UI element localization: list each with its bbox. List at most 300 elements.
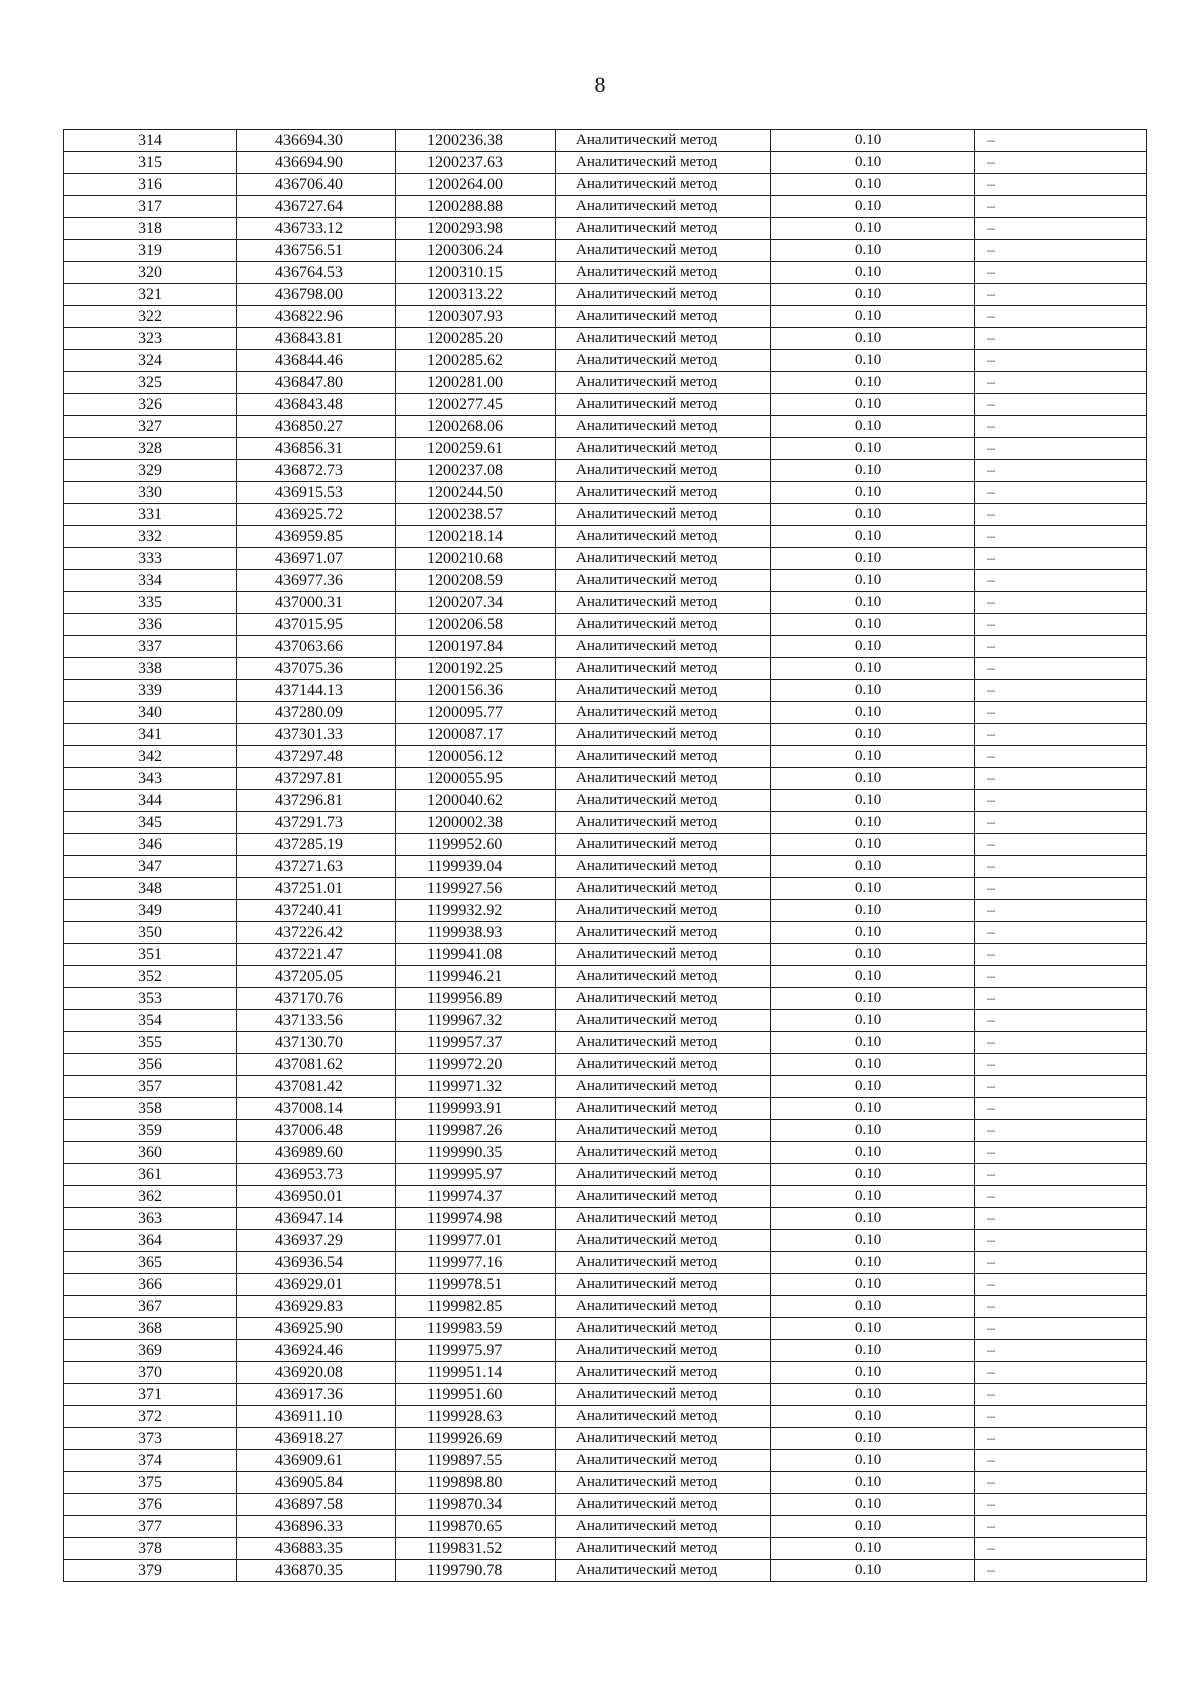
method-cell: Аналитический метод — [556, 526, 771, 548]
table-row — [64, 1230, 1147, 1252]
x-coordinate-cell: 436929.01 — [237, 1274, 396, 1296]
point-number-cell: 325 — [64, 372, 237, 394]
x-coordinate-cell: 436950.01 — [237, 1186, 396, 1208]
note-cell: – — [975, 548, 1147, 570]
point-number-cell: 338 — [64, 658, 237, 680]
precision-cell: 0.10 — [771, 1164, 975, 1186]
x-coordinate-cell: 437291.73 — [237, 812, 396, 834]
x-coordinate-cell: 437297.48 — [237, 746, 396, 768]
table-row — [64, 680, 1147, 702]
point-number-cell: 350 — [64, 922, 237, 944]
precision-cell: 0.10 — [771, 790, 975, 812]
method-cell: Аналитический метод — [556, 1362, 771, 1384]
x-coordinate-cell: 437271.63 — [237, 856, 396, 878]
y-coordinate-cell: 1199993.91 — [396, 1098, 556, 1120]
x-coordinate-cell: 436925.72 — [237, 504, 396, 526]
y-coordinate-cell: 1200206.58 — [396, 614, 556, 636]
y-coordinate-cell: 1199870.65 — [396, 1516, 556, 1538]
y-coordinate-cell: 1200095.77 — [396, 702, 556, 724]
table-row — [64, 1252, 1147, 1274]
point-number-cell: 334 — [64, 570, 237, 592]
method-cell: Аналитический метод — [556, 878, 771, 900]
x-coordinate-cell: 436706.40 — [237, 174, 396, 196]
x-coordinate-cell: 436850.27 — [237, 416, 396, 438]
table-row — [64, 504, 1147, 526]
x-coordinate-cell: 437000.31 — [237, 592, 396, 614]
precision-cell: 0.10 — [771, 1560, 975, 1582]
y-coordinate-cell: 1200306.24 — [396, 240, 556, 262]
point-number-cell: 320 — [64, 262, 237, 284]
x-coordinate-cell: 436764.53 — [237, 262, 396, 284]
y-coordinate-cell: 1200040.62 — [396, 790, 556, 812]
table-row — [64, 900, 1147, 922]
point-number-cell: 375 — [64, 1472, 237, 1494]
table-row — [64, 944, 1147, 966]
note-cell: – — [975, 1032, 1147, 1054]
note-cell: – — [975, 1450, 1147, 1472]
precision-cell: 0.10 — [771, 196, 975, 218]
method-cell: Аналитический метод — [556, 1428, 771, 1450]
x-coordinate-cell: 436920.08 — [237, 1362, 396, 1384]
x-coordinate-cell: 436911.10 — [237, 1406, 396, 1428]
x-coordinate-cell: 437221.47 — [237, 944, 396, 966]
precision-cell: 0.10 — [771, 856, 975, 878]
note-cell: – — [975, 856, 1147, 878]
note-cell: – — [975, 1252, 1147, 1274]
table-row — [64, 746, 1147, 768]
point-number-cell: 324 — [64, 350, 237, 372]
precision-cell: 0.10 — [771, 416, 975, 438]
x-coordinate-cell: 436909.61 — [237, 1450, 396, 1472]
y-coordinate-cell: 1199951.60 — [396, 1384, 556, 1406]
point-number-cell: 344 — [64, 790, 237, 812]
precision-cell: 0.10 — [771, 1538, 975, 1560]
note-cell: – — [975, 196, 1147, 218]
method-cell: Аналитический метод — [556, 460, 771, 482]
table-row — [64, 1406, 1147, 1428]
x-coordinate-cell: 437251.01 — [237, 878, 396, 900]
method-cell: Аналитический метод — [556, 284, 771, 306]
table-row — [64, 1032, 1147, 1054]
method-cell: Аналитический метод — [556, 1076, 771, 1098]
y-coordinate-cell: 1199974.37 — [396, 1186, 556, 1208]
point-number-cell: 319 — [64, 240, 237, 262]
point-number-cell: 366 — [64, 1274, 237, 1296]
x-coordinate-cell: 436947.14 — [237, 1208, 396, 1230]
method-cell: Аналитический метод — [556, 262, 771, 284]
point-number-cell: 358 — [64, 1098, 237, 1120]
method-cell: Аналитический метод — [556, 944, 771, 966]
x-coordinate-cell: 436936.54 — [237, 1252, 396, 1274]
table-row — [64, 1010, 1147, 1032]
precision-cell: 0.10 — [771, 658, 975, 680]
y-coordinate-cell: 1199951.14 — [396, 1362, 556, 1384]
point-number-cell: 378 — [64, 1538, 237, 1560]
y-coordinate-cell: 1200264.00 — [396, 174, 556, 196]
point-number-cell: 376 — [64, 1494, 237, 1516]
precision-cell: 0.10 — [771, 1494, 975, 1516]
x-coordinate-cell: 436953.73 — [237, 1164, 396, 1186]
x-coordinate-cell: 436897.58 — [237, 1494, 396, 1516]
precision-cell: 0.10 — [771, 922, 975, 944]
table-row — [64, 988, 1147, 1010]
precision-cell: 0.10 — [771, 152, 975, 174]
y-coordinate-cell: 1199974.98 — [396, 1208, 556, 1230]
method-cell: Аналитический метод — [556, 1098, 771, 1120]
precision-cell: 0.10 — [771, 812, 975, 834]
point-number-cell: 372 — [64, 1406, 237, 1428]
point-number-cell: 359 — [64, 1120, 237, 1142]
precision-cell: 0.10 — [771, 1472, 975, 1494]
x-coordinate-cell: 436694.30 — [237, 130, 396, 152]
table-row — [64, 1054, 1147, 1076]
method-cell: Аналитический метод — [556, 1010, 771, 1032]
method-cell: Аналитический метод — [556, 438, 771, 460]
point-number-cell: 333 — [64, 548, 237, 570]
precision-cell: 0.10 — [771, 988, 975, 1010]
note-cell: – — [975, 1472, 1147, 1494]
x-coordinate-cell: 436915.53 — [237, 482, 396, 504]
x-coordinate-cell: 436918.27 — [237, 1428, 396, 1450]
table-row — [64, 306, 1147, 328]
x-coordinate-cell: 437081.42 — [237, 1076, 396, 1098]
y-coordinate-cell: 1199870.34 — [396, 1494, 556, 1516]
precision-cell: 0.10 — [771, 1076, 975, 1098]
x-coordinate-cell: 437063.66 — [237, 636, 396, 658]
y-coordinate-cell: 1200087.17 — [396, 724, 556, 746]
precision-cell: 0.10 — [771, 702, 975, 724]
table-row — [64, 768, 1147, 790]
precision-cell: 0.10 — [771, 1384, 975, 1406]
table-row — [64, 856, 1147, 878]
precision-cell: 0.10 — [771, 1362, 975, 1384]
x-coordinate-cell: 436977.36 — [237, 570, 396, 592]
precision-cell: 0.10 — [771, 262, 975, 284]
method-cell: Аналитический метод — [556, 1516, 771, 1538]
precision-cell: 0.10 — [771, 900, 975, 922]
table-row — [64, 636, 1147, 658]
x-coordinate-cell: 437144.13 — [237, 680, 396, 702]
note-cell: – — [975, 482, 1147, 504]
precision-cell: 0.10 — [771, 504, 975, 526]
x-coordinate-cell: 437130.70 — [237, 1032, 396, 1054]
table-row — [64, 1318, 1147, 1340]
x-coordinate-cell: 436870.35 — [237, 1560, 396, 1582]
method-cell: Аналитический метод — [556, 636, 771, 658]
precision-cell: 0.10 — [771, 834, 975, 856]
method-cell: Аналитический метод — [556, 1494, 771, 1516]
precision-cell: 0.10 — [771, 350, 975, 372]
method-cell: Аналитический метод — [556, 724, 771, 746]
table-row — [64, 1120, 1147, 1142]
table-row — [64, 1076, 1147, 1098]
precision-cell: 0.10 — [771, 1142, 975, 1164]
method-cell: Аналитический метод — [556, 1230, 771, 1252]
note-cell: – — [975, 922, 1147, 944]
point-number-cell: 335 — [64, 592, 237, 614]
y-coordinate-cell: 1200236.38 — [396, 130, 556, 152]
y-coordinate-cell: 1200156.36 — [396, 680, 556, 702]
method-cell: Аналитический метод — [556, 570, 771, 592]
table-row — [64, 570, 1147, 592]
note-cell: – — [975, 812, 1147, 834]
table-row — [64, 1186, 1147, 1208]
precision-cell: 0.10 — [771, 1340, 975, 1362]
note-cell: – — [975, 218, 1147, 240]
note-cell: – — [975, 570, 1147, 592]
precision-cell: 0.10 — [771, 1120, 975, 1142]
method-cell: Аналитический метод — [556, 1340, 771, 1362]
method-cell: Аналитический метод — [556, 614, 771, 636]
method-cell: Аналитический метод — [556, 1384, 771, 1406]
table-row — [64, 702, 1147, 724]
note-cell: – — [975, 130, 1147, 152]
note-cell: – — [975, 878, 1147, 900]
table-row — [64, 1274, 1147, 1296]
y-coordinate-cell: 1200238.57 — [396, 504, 556, 526]
note-cell: – — [975, 416, 1147, 438]
precision-cell: 0.10 — [771, 1032, 975, 1054]
table-row — [64, 834, 1147, 856]
y-coordinate-cell: 1200288.88 — [396, 196, 556, 218]
x-coordinate-cell: 437015.95 — [237, 614, 396, 636]
method-cell: Аналитический метод — [556, 1164, 771, 1186]
method-cell: Аналитический метод — [556, 482, 771, 504]
point-number-cell: 364 — [64, 1230, 237, 1252]
y-coordinate-cell: 1199972.20 — [396, 1054, 556, 1076]
table-row — [64, 1362, 1147, 1384]
y-coordinate-cell: 1199987.26 — [396, 1120, 556, 1142]
method-cell: Аналитический метод — [556, 1296, 771, 1318]
x-coordinate-cell: 437226.42 — [237, 922, 396, 944]
point-number-cell: 337 — [64, 636, 237, 658]
precision-cell: 0.10 — [771, 1010, 975, 1032]
x-coordinate-cell: 437205.05 — [237, 966, 396, 988]
y-coordinate-cell: 1200192.25 — [396, 658, 556, 680]
note-cell: – — [975, 614, 1147, 636]
point-number-cell: 371 — [64, 1384, 237, 1406]
method-cell: Аналитический метод — [556, 1472, 771, 1494]
point-number-cell: 331 — [64, 504, 237, 526]
x-coordinate-cell: 437081.62 — [237, 1054, 396, 1076]
point-number-cell: 368 — [64, 1318, 237, 1340]
table-row — [64, 1560, 1147, 1582]
x-coordinate-cell: 436989.60 — [237, 1142, 396, 1164]
y-coordinate-cell: 1199967.32 — [396, 1010, 556, 1032]
x-coordinate-cell: 437240.41 — [237, 900, 396, 922]
method-cell: Аналитический метод — [556, 372, 771, 394]
x-coordinate-cell: 436872.73 — [237, 460, 396, 482]
note-cell: – — [975, 1560, 1147, 1582]
y-coordinate-cell: 1199928.63 — [396, 1406, 556, 1428]
y-coordinate-cell: 1199939.04 — [396, 856, 556, 878]
point-number-cell: 374 — [64, 1450, 237, 1472]
note-cell: – — [975, 1318, 1147, 1340]
table-row — [64, 372, 1147, 394]
precision-cell: 0.10 — [771, 306, 975, 328]
method-cell: Аналитический метод — [556, 504, 771, 526]
method-cell: Аналитический метод — [556, 834, 771, 856]
y-coordinate-cell: 1199926.69 — [396, 1428, 556, 1450]
table-row — [64, 1384, 1147, 1406]
y-coordinate-cell: 1200259.61 — [396, 438, 556, 460]
note-cell: – — [975, 1406, 1147, 1428]
y-coordinate-cell: 1199977.16 — [396, 1252, 556, 1274]
precision-cell: 0.10 — [771, 1186, 975, 1208]
point-number-cell: 328 — [64, 438, 237, 460]
point-number-cell: 363 — [64, 1208, 237, 1230]
point-number-cell: 353 — [64, 988, 237, 1010]
point-number-cell: 329 — [64, 460, 237, 482]
note-cell: – — [975, 702, 1147, 724]
note-cell: – — [975, 1516, 1147, 1538]
point-number-cell: 360 — [64, 1142, 237, 1164]
precision-cell: 0.10 — [771, 240, 975, 262]
note-cell: – — [975, 658, 1147, 680]
note-cell: – — [975, 262, 1147, 284]
method-cell: Аналитический метод — [556, 1538, 771, 1560]
note-cell: – — [975, 1230, 1147, 1252]
point-number-cell: 356 — [64, 1054, 237, 1076]
note-cell: – — [975, 1538, 1147, 1560]
y-coordinate-cell: 1200207.34 — [396, 592, 556, 614]
y-coordinate-cell: 1200208.59 — [396, 570, 556, 592]
method-cell: Аналитический метод — [556, 1208, 771, 1230]
y-coordinate-cell: 1200285.20 — [396, 328, 556, 350]
y-coordinate-cell: 1199983.59 — [396, 1318, 556, 1340]
y-coordinate-cell: 1200055.95 — [396, 768, 556, 790]
x-coordinate-cell: 436971.07 — [237, 548, 396, 570]
x-coordinate-cell: 436844.46 — [237, 350, 396, 372]
x-coordinate-cell: 437170.76 — [237, 988, 396, 1010]
note-cell: – — [975, 1340, 1147, 1362]
note-cell: – — [975, 1098, 1147, 1120]
note-cell: – — [975, 284, 1147, 306]
note-cell: – — [975, 240, 1147, 262]
table-row — [64, 1472, 1147, 1494]
y-coordinate-cell: 1200285.62 — [396, 350, 556, 372]
x-coordinate-cell: 436896.33 — [237, 1516, 396, 1538]
x-coordinate-cell: 436798.00 — [237, 284, 396, 306]
table-row — [64, 1428, 1147, 1450]
precision-cell: 0.10 — [771, 944, 975, 966]
y-coordinate-cell: 1199977.01 — [396, 1230, 556, 1252]
precision-cell: 0.10 — [771, 746, 975, 768]
precision-cell: 0.10 — [771, 1318, 975, 1340]
y-coordinate-cell: 1200237.63 — [396, 152, 556, 174]
point-number-cell: 347 — [64, 856, 237, 878]
method-cell: Аналитический метод — [556, 1186, 771, 1208]
y-coordinate-cell: 1199957.37 — [396, 1032, 556, 1054]
precision-cell: 0.10 — [771, 1296, 975, 1318]
table-row — [64, 1494, 1147, 1516]
method-cell: Аналитический метод — [556, 218, 771, 240]
x-coordinate-cell: 436856.31 — [237, 438, 396, 460]
method-cell: Аналитический метод — [556, 1560, 771, 1582]
note-cell: – — [975, 636, 1147, 658]
note-cell: – — [975, 1054, 1147, 1076]
point-number-cell: 322 — [64, 306, 237, 328]
method-cell: Аналитический метод — [556, 174, 771, 196]
note-cell: – — [975, 306, 1147, 328]
table-row — [64, 174, 1147, 196]
coordinates-table-body — [64, 130, 1147, 1582]
point-number-cell: 314 — [64, 130, 237, 152]
note-cell: – — [975, 1186, 1147, 1208]
point-number-cell: 367 — [64, 1296, 237, 1318]
table-row — [64, 240, 1147, 262]
table-row — [64, 922, 1147, 944]
y-coordinate-cell: 1200307.93 — [396, 306, 556, 328]
y-coordinate-cell: 1200197.84 — [396, 636, 556, 658]
precision-cell: 0.10 — [771, 1406, 975, 1428]
point-number-cell: 362 — [64, 1186, 237, 1208]
note-cell: – — [975, 724, 1147, 746]
precision-cell: 0.10 — [771, 768, 975, 790]
y-coordinate-cell: 1199831.52 — [396, 1538, 556, 1560]
y-coordinate-cell: 1199971.32 — [396, 1076, 556, 1098]
table-row — [64, 328, 1147, 350]
y-coordinate-cell: 1200056.12 — [396, 746, 556, 768]
y-coordinate-cell: 1200268.06 — [396, 416, 556, 438]
table-row — [64, 966, 1147, 988]
precision-cell: 0.10 — [771, 460, 975, 482]
precision-cell: 0.10 — [771, 1252, 975, 1274]
table-row — [64, 592, 1147, 614]
table-row — [64, 1164, 1147, 1186]
precision-cell: 0.10 — [771, 592, 975, 614]
y-coordinate-cell: 1199982.85 — [396, 1296, 556, 1318]
method-cell: Аналитический метод — [556, 1450, 771, 1472]
x-coordinate-cell: 437006.48 — [237, 1120, 396, 1142]
point-number-cell: 348 — [64, 878, 237, 900]
table-row — [64, 152, 1147, 174]
note-cell: – — [975, 746, 1147, 768]
note-cell: – — [975, 768, 1147, 790]
y-coordinate-cell: 1200277.45 — [396, 394, 556, 416]
precision-cell: 0.10 — [771, 614, 975, 636]
point-number-cell: 345 — [64, 812, 237, 834]
note-cell: – — [975, 1384, 1147, 1406]
method-cell: Аналитический метод — [556, 130, 771, 152]
x-coordinate-cell: 436883.35 — [237, 1538, 396, 1560]
method-cell: Аналитический метод — [556, 812, 771, 834]
table-row — [64, 1142, 1147, 1164]
method-cell: Аналитический метод — [556, 1054, 771, 1076]
point-number-cell: 379 — [64, 1560, 237, 1582]
table-row — [64, 262, 1147, 284]
precision-cell: 0.10 — [771, 1516, 975, 1538]
note-cell: – — [975, 1076, 1147, 1098]
table-row — [64, 724, 1147, 746]
point-number-cell: 365 — [64, 1252, 237, 1274]
point-number-cell: 317 — [64, 196, 237, 218]
precision-cell: 0.10 — [771, 284, 975, 306]
point-number-cell: 336 — [64, 614, 237, 636]
y-coordinate-cell: 1199897.55 — [396, 1450, 556, 1472]
y-coordinate-cell: 1200293.98 — [396, 218, 556, 240]
y-coordinate-cell: 1200313.22 — [396, 284, 556, 306]
coordinates-table — [63, 129, 1147, 1582]
point-number-cell: 315 — [64, 152, 237, 174]
x-coordinate-cell: 436937.29 — [237, 1230, 396, 1252]
precision-cell: 0.10 — [771, 482, 975, 504]
note-cell: – — [975, 988, 1147, 1010]
method-cell: Аналитический метод — [556, 746, 771, 768]
precision-cell: 0.10 — [771, 1230, 975, 1252]
point-number-cell: 339 — [64, 680, 237, 702]
point-number-cell: 354 — [64, 1010, 237, 1032]
